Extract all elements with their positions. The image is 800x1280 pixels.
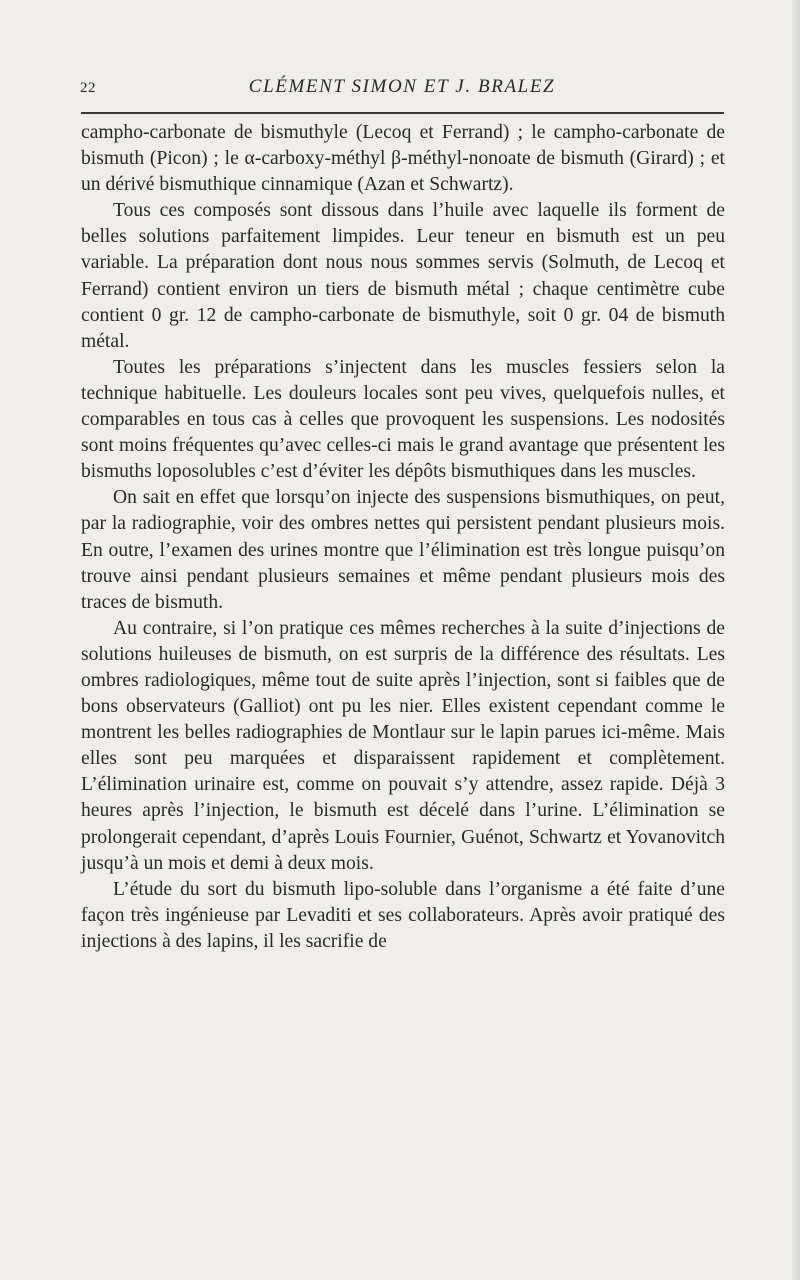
running-title: CLÉMENT SIMON ET J. BRALEZ bbox=[248, 76, 556, 97]
paragraph-continuation: campho-carbonate de bismuthyle (Lecoq et Ferrand) ; le campho-carbonate de bismuth (Picon) ; le α-carboxy-méthyl β-méthyl-nonoate de bismuth (Girard) ; et un dérivé bismuthique cinnamique (Azan et Schwartz). bbox=[81, 122, 725, 196]
body-text bbox=[81, 120, 725, 955]
page-edge bbox=[792, 0, 800, 1280]
page-number: 22 bbox=[80, 80, 96, 96]
paragraph: Au contraire, si l’on pratique ces mêmes recherches à la suite d’injections de solutions huileuses de bismuth, on est surpris de la différence des résultats. Les ombres radiologiques, même tout de suite après l’injection, sont si faibles que de bons observateurs (Galliot) ont pu les nier. Elles existent cependant comme le montrent les belles radiographies de Montlaur sur le lapin parues ici-même. Mais elles sont peu marquées et disparaissent rapidement et complètement. L’élimination urinaire est, comme on pouvait s’y attendre, assez rapide. Déjà 3 heures après l’injection, le bismuth est décelé dans l’urine. L’élimination se prolongerait cependant, d’après Louis Fournier, Guénot, Schwartz et Yovanovitch jusqu’à un mois et demi à deux mois. bbox=[81, 617, 725, 874]
running-header bbox=[80, 76, 724, 106]
paragraph: Toutes les préparations s’injectent dans les muscles fessiers selon la technique habituelle. Les douleurs locales sont peu vives, quelquefois nulles, et comparables en tous cas à celles que provoquent les suspensions. Les nodosités sont moins fréquentes qu’avec celles-ci mais le grand avantage que présentent les bismuths loposolubles c’est d’éviter les dépôts bismuthiques dans les muscles. bbox=[81, 356, 725, 483]
header-rule bbox=[81, 112, 724, 114]
paragraph: On sait en effet que lorsqu’on injecte des suspensions bismuthiques, on peut, par la radiographie, voir des ombres nettes qui persistent pendant plusieurs mois. En outre, l’examen des urines montre que l’élimination est très longue puisqu’on trouve ainsi pendant plusieurs semaines et même pendant plusieurs mois des traces de bismuth. bbox=[81, 487, 725, 613]
paragraph: Tous ces composés sont dissous dans l’huile avec laquelle ils forment de belles solutions parfaitement limpides. Leur teneur en bismuth est un peu variable. La préparation dont nous nous sommes servis (Solmuth, de Lecoq et Ferrand) contient environ un tiers de bismuth métal ; chaque centimètre cube contient 0 gr. 12 de campho-carbonate de bismuthyle, soit 0 gr. 04 de bismuth métal. bbox=[81, 200, 725, 352]
paragraph: L’étude du sort du bismuth lipo-soluble dans l’organisme a été faite d’une façon très ingénieuse par Levaditi et ses collaborateurs. Après avoir pratiqué des injections à des lapins, il les sacrifie de bbox=[81, 878, 725, 952]
